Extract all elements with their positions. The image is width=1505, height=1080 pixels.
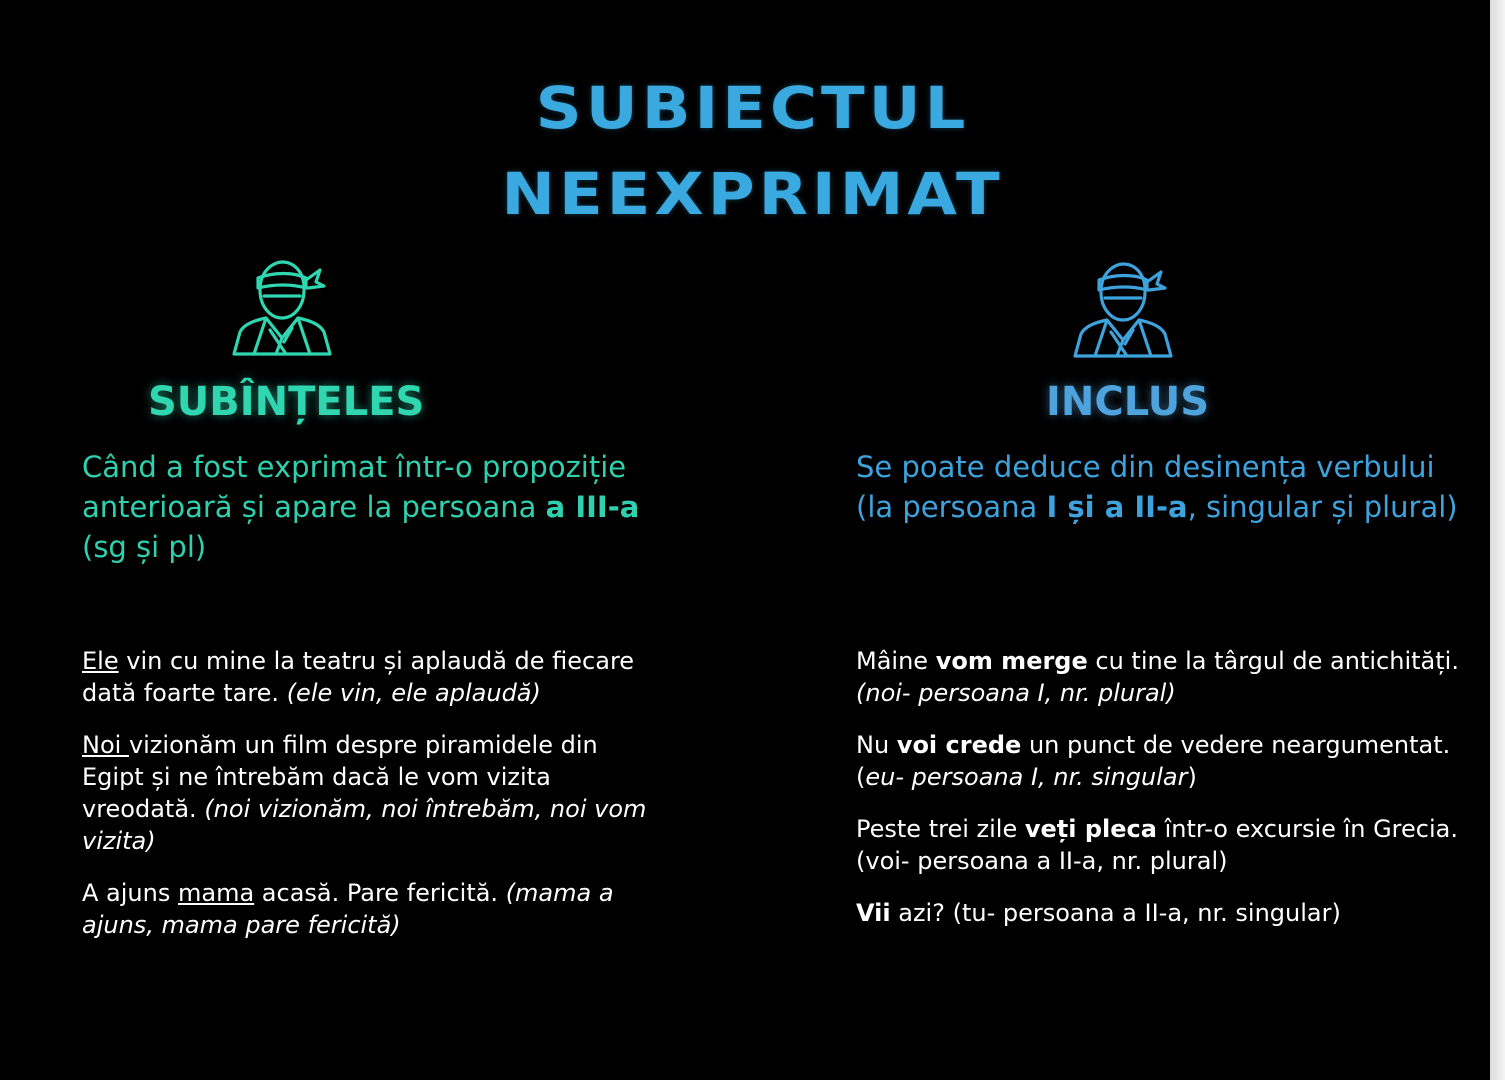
page-edge (1490, 0, 1505, 1080)
example-note: (noi- persoana I, nr. plural) (856, 679, 1176, 707)
description-right (856, 447, 1466, 527)
description-bold: a III-a (545, 490, 640, 524)
example-text: Peste trei zile (856, 815, 1025, 843)
example-text: Nu (856, 731, 897, 759)
example-item (856, 813, 1476, 877)
example-item (82, 729, 662, 857)
example-note: (noi vizionăm, noi întrebăm, noi vom vizita) (82, 795, 647, 855)
heading-subinteles: SUBÎNȚELES (148, 379, 425, 425)
ninja-icon (226, 250, 336, 360)
subject-word: Noi (82, 731, 129, 759)
example-item (856, 897, 1476, 929)
example-item (856, 729, 1476, 793)
example-text: cu tine la târgul de antichități. (1087, 647, 1459, 675)
examples-right (856, 645, 1476, 949)
example-note: (mama a ajuns, mama pare fericită) (82, 879, 614, 939)
heading-inclus: INCLUS (1046, 379, 1210, 425)
verb-word: voi crede (896, 731, 1022, 759)
title-line-1: SUBIECTUL (535, 75, 970, 143)
example-text: Mâine (856, 647, 936, 675)
verb-word: veți pleca (1024, 815, 1157, 843)
example-text: ) (1187, 763, 1197, 791)
description-text: , singular și plural) (1187, 490, 1458, 524)
example-text: într-o excursie în Grecia. (voi- persoana a II-a, nr. plural) (856, 815, 1458, 875)
description-text: (sg și pl) (82, 530, 207, 564)
title-line-2: NEEXPRIMAT (501, 161, 1004, 229)
subject-word: mama (177, 879, 255, 907)
example-text: azi? (tu- persoana a II-a, nr. singular) (890, 899, 1341, 927)
example-item (856, 645, 1476, 709)
example-text: vizionăm un film despre piramidele din Egipt și ne întrebăm dacă le vom vizita vreodată. (82, 731, 598, 823)
description-bold: I și a II-a (1046, 490, 1188, 524)
example-item (82, 645, 662, 709)
description-text: Când a fost exprimat într-o propoziție anterioară și apare la persoana (82, 450, 627, 524)
verb-word: Vii (856, 899, 891, 927)
example-text: A ajuns (82, 879, 178, 907)
example-note: eu- persoana I, nr. singular (865, 763, 1188, 791)
example-text: vin cu mine la teatru și aplaudă de fiecare dată foarte tare. (82, 647, 635, 707)
description-left (82, 447, 682, 567)
description-text: Se poate deduce din desinența verbului (la persoana (856, 450, 1435, 524)
example-item (82, 877, 662, 941)
examples-left (82, 645, 662, 961)
ninja-icon (1067, 252, 1177, 362)
example-note: (ele vin, ele aplaudă) (286, 679, 541, 707)
subject-word: Ele (82, 647, 119, 675)
example-text: acasă. Pare fericită. (254, 879, 506, 907)
verb-word: vom merge (935, 647, 1088, 675)
example-text: un punct de vedere neargumentat. ( (856, 731, 1451, 791)
page-title (0, 66, 1505, 238)
